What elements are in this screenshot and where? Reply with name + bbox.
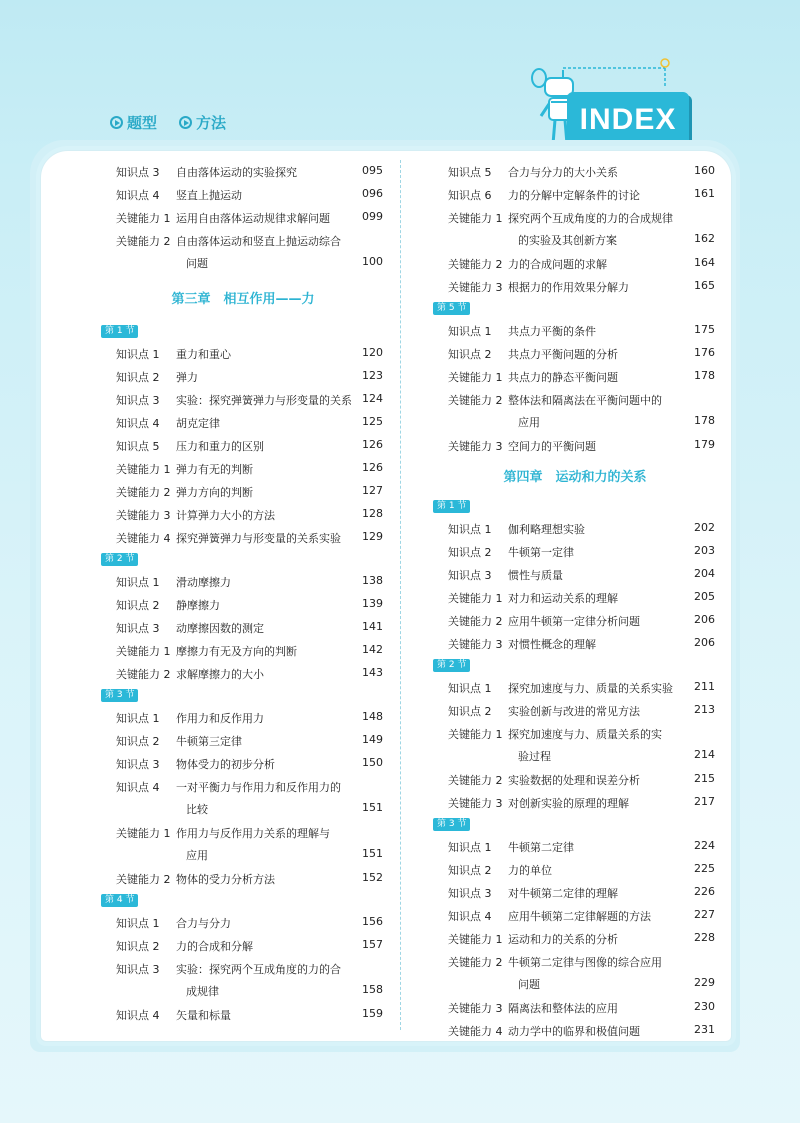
entry-type-label: 关键能力 3 [448, 1002, 503, 1015]
entry-type-label: 关键能力 2 [116, 873, 171, 886]
entry-page-number: 148 [362, 710, 383, 723]
toc-entry[interactable] [430, 795, 720, 815]
entry-title: 自由落体运动和竖直上抛运动综合 [176, 235, 341, 248]
entry-page-number: 211 [694, 680, 715, 693]
entry-title: 探究加速度与力、质量关系的实 [508, 728, 662, 741]
entry-title: 应用牛顿第一定律分析问题 [508, 615, 640, 628]
entry-page-number: 142 [362, 643, 383, 656]
entry-title: 隔离法和整体法的应用 [508, 1002, 618, 1015]
toc-entry[interactable] [430, 885, 720, 905]
entry-title: 共点力平衡问题的分析 [508, 348, 618, 361]
entry-type-label: 关键能力 1 [448, 212, 503, 225]
toc-entry[interactable] [430, 862, 720, 882]
toc-entry[interactable] [430, 567, 720, 587]
toc-entry[interactable] [98, 779, 388, 822]
entry-type-label: 知识点 1 [116, 712, 160, 725]
entry-title: 运动和力的关系的分析 [508, 933, 618, 946]
entry-type-label: 知识点 4 [116, 189, 160, 202]
entry-page-number: 206 [694, 636, 715, 649]
toc-entry[interactable] [430, 323, 720, 343]
entry-page-number: 124 [362, 392, 383, 405]
entry-title: 计算弹力大小的方法 [176, 509, 275, 522]
entry-title-continued: 的实验及其创新方案 [518, 234, 617, 247]
entry-page-number: 127 [362, 484, 383, 497]
entry-type-label: 关键能力 2 [448, 615, 503, 628]
entry-title: 动摩擦因数的测定 [176, 622, 264, 635]
entry-title: 共点力平衡的条件 [508, 325, 596, 338]
entry-title: 共点力的静态平衡问题 [508, 371, 618, 384]
play-circle-icon [110, 116, 123, 129]
entry-type-label: 知识点 1 [116, 348, 160, 361]
entry-title: 力的合成问题的求解 [508, 258, 607, 271]
entry-title: 空间力的平衡问题 [508, 440, 596, 453]
entry-title: 对惯性概念的理解 [508, 638, 596, 651]
toc-entry[interactable] [98, 415, 388, 435]
entry-page-number: 126 [362, 461, 383, 474]
entry-page-number: 165 [694, 279, 715, 292]
entry-page-number: 179 [694, 438, 715, 451]
entry-page-number: 164 [694, 256, 715, 269]
entry-title: 重力和重心 [176, 348, 231, 361]
toc-entry[interactable] [98, 643, 388, 663]
toc-entry[interactable] [98, 871, 388, 891]
entry-type-label: 关键能力 2 [448, 258, 503, 271]
entry-page-number: 217 [694, 795, 715, 808]
toc-entry[interactable] [430, 931, 720, 951]
entry-title: 求解摩擦力的大小 [176, 668, 264, 681]
entry-type-label: 知识点 4 [116, 781, 160, 794]
entry-title: 摩擦力有无及方向的判断 [176, 645, 297, 658]
entry-title: 探究加速度与力、质量的关系实验 [508, 682, 673, 695]
entry-title-continued: 验过程 [518, 750, 551, 763]
toc-entry[interactable] [430, 636, 720, 656]
entry-type-label: 知识点 1 [448, 682, 492, 695]
entry-page-number: 204 [694, 567, 715, 580]
entry-title: 力的分解中定解条件的讨论 [508, 189, 640, 202]
toc-entry[interactable] [98, 369, 388, 389]
section-badge: 第 5 节 [433, 302, 470, 315]
entry-page-number: 126 [362, 438, 383, 451]
entry-title: 牛顿第二定律 [508, 841, 574, 854]
entry-type-label: 关键能力 3 [116, 509, 171, 522]
entry-type-label: 知识点 1 [116, 917, 160, 930]
entry-page-number: 176 [694, 346, 715, 359]
toc-entry[interactable] [98, 756, 388, 776]
entry-title: 牛顿第三定律 [176, 735, 242, 748]
toc-entry[interactable] [98, 392, 388, 412]
toc-entry[interactable] [430, 613, 720, 633]
entry-page-number: 162 [694, 232, 715, 245]
entry-title: 物体的受力分析方法 [176, 873, 275, 886]
entry-page-number: 160 [694, 164, 715, 177]
entry-type-label: 关键能力 1 [448, 371, 503, 384]
entry-type-label: 关键能力 4 [448, 1025, 503, 1038]
entry-title: 运用自由落体运动规律求解问题 [176, 212, 330, 225]
toc-entry[interactable] [430, 346, 720, 366]
entry-title: 力的合成和分解 [176, 940, 253, 953]
entry-title: 弹力 [176, 371, 198, 384]
entry-type-label: 知识点 3 [116, 963, 160, 976]
entry-page-number: 206 [694, 613, 715, 626]
entry-page-number: 139 [362, 597, 383, 610]
entry-title-continued: 问题 [186, 257, 208, 270]
entry-title: 力的单位 [508, 864, 552, 877]
toc-entry[interactable] [430, 1023, 720, 1043]
toc-entry[interactable] [430, 680, 720, 700]
entry-type-label: 知识点 1 [116, 576, 160, 589]
entry-page-number: 099 [362, 210, 383, 223]
entry-page-number: 141 [362, 620, 383, 633]
index-label: INDEX [579, 103, 677, 136]
toc-entry[interactable] [98, 484, 388, 504]
section-badge: 第 1 节 [101, 325, 138, 338]
entry-page-number: 096 [362, 187, 383, 200]
toc-entry[interactable] [98, 187, 388, 207]
entry-type-label: 关键能力 1 [116, 212, 171, 225]
entry-title: 矢量和标量 [176, 1009, 231, 1022]
play-circle-icon [179, 116, 192, 129]
entry-type-label: 关键能力 1 [448, 933, 503, 946]
entry-type-label: 知识点 2 [448, 546, 492, 559]
entry-title-continued: 成规律 [186, 985, 219, 998]
entry-page-number: 229 [694, 976, 715, 989]
entry-title-continued: 应用 [518, 416, 540, 429]
entry-type-label: 知识点 1 [448, 841, 492, 854]
entry-title: 一对平衡力与作用力和反作用力的 [176, 781, 341, 794]
entry-type-label: 关键能力 2 [116, 668, 171, 681]
entry-type-label: 关键能力 3 [448, 440, 503, 453]
entry-type-label: 知识点 4 [448, 910, 492, 923]
entry-type-label: 关键能力 1 [116, 645, 171, 658]
entry-title: 自由落体运动的实验探究 [176, 166, 297, 179]
entry-type-label: 知识点 2 [116, 599, 160, 612]
tab-methods[interactable] [179, 112, 226, 133]
entry-page-number: 151 [362, 801, 383, 814]
toc-entry[interactable] [98, 210, 388, 230]
toc-entry[interactable] [430, 726, 720, 769]
chapter-heading: 第三章 相互作用——力 [171, 292, 315, 307]
entry-page-number: 175 [694, 323, 715, 336]
entry-title: 压力和重力的区别 [176, 440, 264, 453]
toc-entry[interactable] [98, 915, 388, 935]
entry-title: 物体受力的初步分析 [176, 758, 275, 771]
toc-entry[interactable] [98, 346, 388, 366]
entry-title: 合力与分力 [176, 917, 231, 930]
entry-page-number: 120 [362, 346, 383, 359]
toc-entry[interactable] [430, 256, 720, 276]
entry-page-number: 128 [362, 507, 383, 520]
entry-type-label: 知识点 2 [116, 940, 160, 953]
entry-title: 实验创新与改进的常见方法 [508, 705, 640, 718]
entry-type-label: 知识点 2 [116, 371, 160, 384]
toc-entry[interactable] [430, 703, 720, 723]
entry-title: 实验：探究弹簧弹力与形变量的关系 [176, 394, 352, 407]
section-badge: 第 2 节 [101, 553, 138, 566]
entry-page-number: 215 [694, 772, 715, 785]
entry-type-label: 关键能力 3 [448, 281, 503, 294]
toc-entry[interactable] [430, 908, 720, 928]
entry-page-number: 226 [694, 885, 715, 898]
entry-type-label: 知识点 2 [448, 864, 492, 877]
entry-title: 伽利略理想实验 [508, 523, 585, 536]
entry-type-label: 关键能力 3 [448, 797, 503, 810]
entry-type-label: 关键能力 2 [448, 774, 503, 787]
entry-type-label: 关键能力 1 [448, 592, 503, 605]
entry-type-label: 知识点 3 [116, 622, 160, 635]
entry-page-number: 227 [694, 908, 715, 921]
entry-title: 根据力的作用效果分解力 [508, 281, 629, 294]
toc-entry[interactable] [98, 1007, 388, 1027]
toc-entry[interactable] [98, 620, 388, 640]
entry-title: 探究两个互成角度的力的合成规律 [508, 212, 673, 225]
entry-title: 整体法和隔离法在平衡问题中的 [508, 394, 662, 407]
section-badge: 第 1 节 [433, 500, 470, 513]
entry-title: 惯性与质量 [508, 569, 563, 582]
section-badge: 第 3 节 [433, 818, 470, 831]
toc-entry[interactable] [430, 590, 720, 610]
toc-entry[interactable] [430, 839, 720, 859]
entry-title: 对创新实验的原理的理解 [508, 797, 629, 810]
entry-title: 作用力与反作用力关系的理解与 [176, 827, 330, 840]
entry-page-number: 151 [362, 847, 383, 860]
entry-page-number: 224 [694, 839, 715, 852]
entry-page-number: 123 [362, 369, 383, 382]
entry-title: 弹力有无的判断 [176, 463, 253, 476]
entry-title-continued: 应用 [186, 849, 208, 862]
entry-title: 实验：探究两个互成角度的力的合 [176, 963, 341, 976]
entry-title: 滑动摩擦力 [176, 576, 231, 589]
toc-entry[interactable] [98, 961, 388, 1004]
entry-page-number: 230 [694, 1000, 715, 1013]
entry-type-label: 知识点 4 [116, 417, 160, 430]
section-badge: 第 2 节 [433, 659, 470, 672]
entry-title: 竖直上抛运动 [176, 189, 242, 202]
entry-title-continued: 问题 [518, 978, 540, 991]
entry-title: 合力与分力的大小关系 [508, 166, 618, 179]
entry-title-continued: 比较 [186, 803, 208, 816]
entry-type-label: 知识点 3 [116, 394, 160, 407]
entry-page-number: 159 [362, 1007, 383, 1020]
entry-page-number: 157 [362, 938, 383, 951]
toc-entry[interactable] [430, 210, 720, 253]
toc-entry[interactable] [98, 164, 388, 184]
toc-entry[interactable] [430, 369, 720, 389]
entry-type-label: 知识点 1 [448, 523, 492, 536]
toc-entry[interactable] [430, 279, 720, 299]
toc-entry[interactable] [98, 666, 388, 686]
entry-title: 对牛顿第二定律的理解 [508, 887, 618, 900]
toc-entry[interactable] [98, 597, 388, 617]
entry-title: 弹力方向的判断 [176, 486, 253, 499]
toc-entry[interactable] [98, 530, 388, 550]
entry-type-label: 知识点 2 [448, 348, 492, 361]
entry-type-label: 关键能力 2 [448, 956, 503, 969]
entry-page-number: 202 [694, 521, 715, 534]
chapter-heading: 第四章 运动和力的关系 [503, 470, 647, 485]
entry-page-number: 205 [694, 590, 715, 603]
column-divider [400, 160, 401, 1030]
entry-page-number: 138 [362, 574, 383, 587]
tab-question-types[interactable] [110, 112, 157, 133]
entry-title: 静摩擦力 [176, 599, 220, 612]
toc-entry[interactable] [430, 772, 720, 792]
entry-type-label: 知识点 3 [116, 166, 160, 179]
toc-entry[interactable] [430, 954, 720, 997]
header-tabs [110, 112, 226, 133]
entry-page-number: 214 [694, 748, 715, 761]
toc-entry[interactable] [430, 544, 720, 564]
entry-type-label: 关键能力 4 [116, 532, 171, 545]
entry-type-label: 知识点 2 [448, 705, 492, 718]
entry-type-label: 关键能力 1 [116, 463, 171, 476]
entry-page-number: 156 [362, 915, 383, 928]
toc-entry[interactable] [98, 438, 388, 458]
toc-entry[interactable] [430, 392, 720, 435]
entry-title: 胡克定律 [176, 417, 220, 430]
entry-page-number: 161 [694, 187, 715, 200]
entry-type-label: 关键能力 3 [448, 638, 503, 651]
entry-page-number: 095 [362, 164, 383, 177]
entry-page-number: 152 [362, 871, 383, 884]
toc-entry[interactable] [98, 574, 388, 594]
tab-label: 方法 [196, 114, 227, 132]
toc-entry[interactable] [430, 1000, 720, 1020]
entry-page-number: 125 [362, 415, 383, 428]
entry-page-number: 178 [694, 414, 715, 427]
entry-type-label: 知识点 3 [448, 887, 492, 900]
entry-page-number: 129 [362, 530, 383, 543]
toc-entry[interactable] [98, 938, 388, 958]
section-badge: 第 3 节 [101, 689, 138, 702]
entry-type-label: 知识点 3 [448, 569, 492, 582]
toc-entry[interactable] [98, 710, 388, 730]
entry-page-number: 100 [362, 255, 383, 268]
entry-page-number: 213 [694, 703, 715, 716]
entry-type-label: 关键能力 1 [116, 827, 171, 840]
entry-page-number: 203 [694, 544, 715, 557]
entry-page-number: 158 [362, 983, 383, 996]
entry-type-label: 关键能力 1 [448, 728, 503, 741]
toc-entry[interactable] [430, 521, 720, 541]
entry-page-number: 231 [694, 1023, 715, 1036]
toc-entry[interactable] [430, 164, 720, 184]
entry-type-label: 知识点 6 [448, 189, 492, 202]
tab-label: 题型 [127, 114, 158, 132]
entry-page-number: 178 [694, 369, 715, 382]
toc-entry[interactable] [98, 507, 388, 527]
entry-type-label: 关键能力 2 [116, 486, 171, 499]
entry-type-label: 知识点 4 [116, 1009, 160, 1022]
entry-page-number: 143 [362, 666, 383, 679]
entry-type-label: 知识点 5 [116, 440, 160, 453]
entry-title: 实验数据的处理和误差分析 [508, 774, 640, 787]
entry-title: 动力学中的临界和极值问题 [508, 1025, 640, 1038]
entry-title: 牛顿第一定律 [508, 546, 574, 559]
section-badge: 第 4 节 [101, 894, 138, 907]
toc-entry[interactable] [98, 825, 388, 868]
toc-entry[interactable] [98, 461, 388, 481]
entry-type-label: 关键能力 2 [448, 394, 503, 407]
entry-title: 牛顿第二定律与图像的综合应用 [508, 956, 662, 969]
entry-page-number: 225 [694, 862, 715, 875]
entry-title: 作用力和反作用力 [176, 712, 264, 725]
entry-type-label: 关键能力 2 [116, 235, 171, 248]
entry-type-label: 知识点 3 [116, 758, 160, 771]
entry-type-label: 知识点 2 [116, 735, 160, 748]
toc-entry[interactable] [98, 233, 388, 276]
toc-entry[interactable] [430, 438, 720, 458]
entry-title: 探究弹簧弹力与形变量的关系实验 [176, 532, 341, 545]
entry-type-label: 知识点 1 [448, 325, 492, 338]
toc-entry[interactable] [98, 733, 388, 753]
entry-page-number: 150 [362, 756, 383, 769]
entry-type-label: 知识点 5 [448, 166, 492, 179]
entry-page-number: 149 [362, 733, 383, 746]
entry-title: 应用牛顿第二定律解题的方法 [508, 910, 651, 923]
entry-title: 对力和运动关系的理解 [508, 592, 618, 605]
toc-entry[interactable] [430, 187, 720, 207]
entry-page-number: 228 [694, 931, 715, 944]
